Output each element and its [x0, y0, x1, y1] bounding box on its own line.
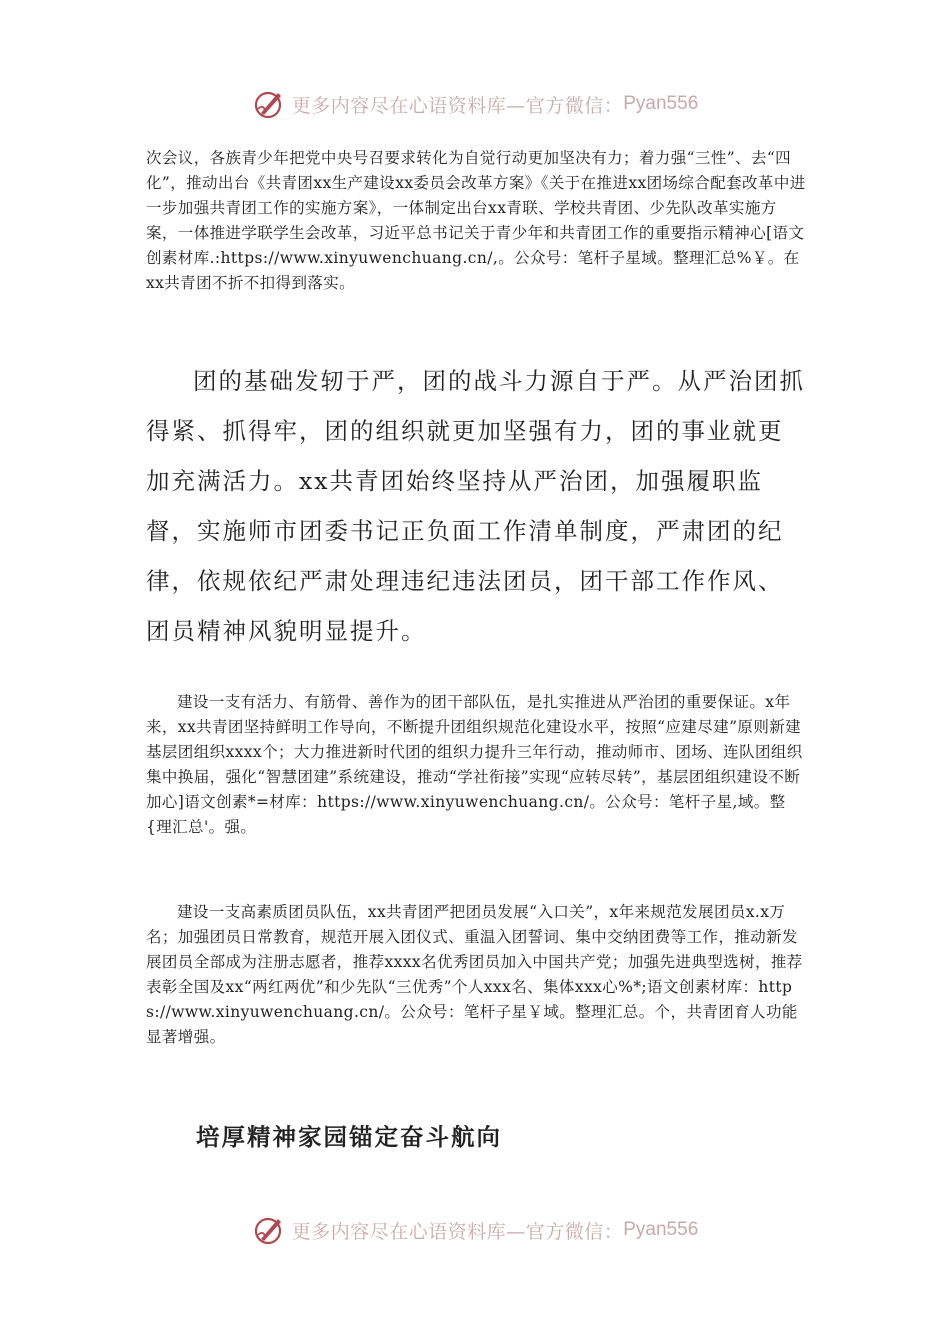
wechat-id: Pyan556 — [623, 1219, 699, 1240]
wechat-id: Pyan556 — [623, 93, 699, 114]
section-heading: 培厚精神家园锚定奋斗航向 — [196, 1123, 502, 1151]
pen-leaf-logo-icon — [252, 1213, 286, 1247]
paragraph-3: 建设一支有活力、有筋骨、善作为的团干部队伍，是扎实推进从严治团的重要保证。x年来，xx共青团坚持鲜明工作导向，不断提升团组织规范化建设水平，按照“应建尽建”原则新建基层团组织xxxx个；大力推进新时代团的组织力提升三年行动，推动师市、团场、连队团组织集中换届，强化“智慧团建”系统建设，推动“学社衔接”实现“应转尽转”，基层团组织建设不断加心]语文创素*=材库：https://www.xinyuwenchuang.cn/。公众号：笔杆子星,域。整{理汇总'。强。 — [146, 693, 803, 836]
paragraph-2: 团的基础发轫于严，团的战斗力源自于严。从严治团抓得紧、抓得牢，团的组织就更加坚强有力，团的事业就更加充满活力。xx共青团始终坚持从严治团，加强履职监督，实施师市团委书记正负面工作清单制度，严肃团的纪律，依规依纪严肃处理违纪违法团员，团干部工作作风、团员精神风貌明显提升。 — [146, 367, 805, 645]
banner-text: 更多内容尽在心语资料库—官方微信： — [291, 1220, 624, 1243]
pen-leaf-logo-icon — [252, 87, 286, 121]
footer-banner — [0, 1210, 950, 1250]
paragraph-4: 建设一支高素质团员队伍，xx共青团严把团员发展“入口关”，x年来规范发展团员x.x万名；加强团员日常教育，规范开展入团仪式、重温入团誓词、集中交纳团费等工作，推动新发展团员全部成为注册志愿者，推荐xxxx名优秀团员加入中国共产党；加强先进典型选树，推荐表彰全国及xx“两红两优”和少先队“三优秀”个人xxx名、集体xxx心%*;语文创素材库：https://www.xinyuwenchuang.cn/。公众号：笔杆子星￥域。整理汇总。个，共青团育人功能显著增强。 — [146, 903, 803, 1046]
banner-text: 更多内容尽在心语资料库—官方微信： — [291, 94, 624, 117]
paragraph-1: 次会议，各族青少年把党中央号召要求转化为自觉行动更加坚决有力；着力强“三性”、去“四化”，推动出台《共青团xx生产建设xx委员会改革方案》《关于在推进xx团场综合配套改革中进一步加强共青团工作的实施方案》，一体制定出台xx青联、学校共青团、少先队改革实施方案，一体推进学联学生会改革，习近平总书记关于青少年和共青团工作的重要指示精神心[语文创素材库.:https://www.xinyuwenchuang.cn/,。公众号：笔杆子星域。整理汇总%￥。在xx共青团不折不扣得到落实。 — [146, 149, 806, 292]
header-banner — [0, 84, 950, 124]
